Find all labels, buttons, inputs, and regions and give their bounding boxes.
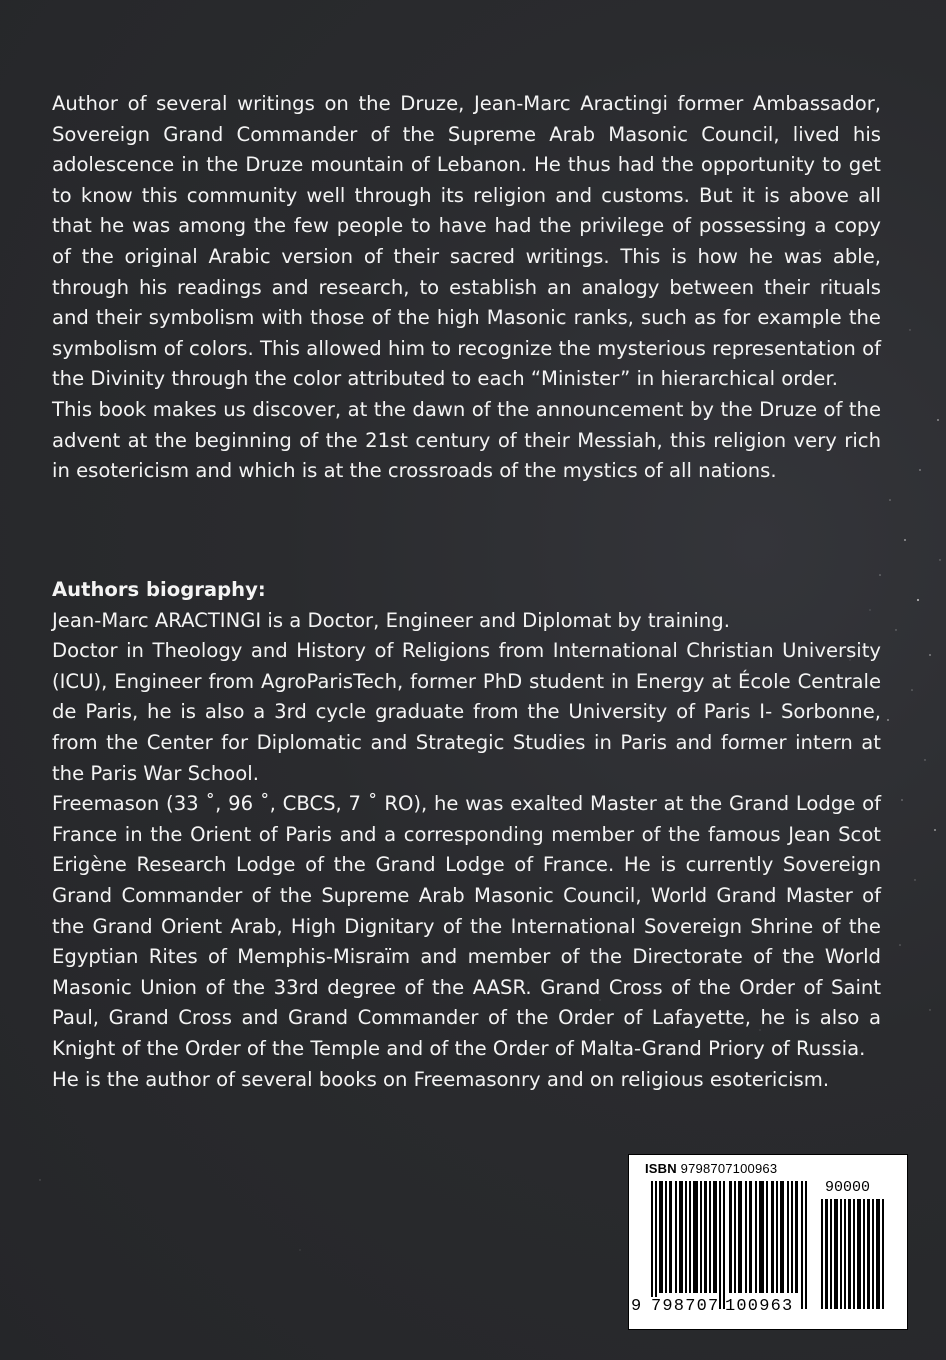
- isbn-number: 9798707100963: [680, 1161, 778, 1176]
- biography-paragraph: He is the author of several books on Freemasonry and on religious esotericism.: [52, 1067, 830, 1091]
- barcode-digits-left: 798707: [651, 1297, 720, 1316]
- barcode-bars: [641, 1181, 813, 1309]
- biography-paragraph: Freemason (33 ˚, 96 ˚, CBCS, 7 ˚ RO), he was exalted Master at the Grand Lodge of France in the Orient of Paris and a corresponding member of the famous Jean Scot Erigène Research Lodge of the Grand Lodge of France. He is currently Sovereign Grand Commander of the Supreme Arab Masonic Council, World Grand Master of the Grand Orient Arab, High Dignitary of the International Sovereign Shrine of the Egyptian Rites of Memphis-Misraïm and member of the Directorate of the World Masonic Union of the 33rd degree of the AASR. Grand Cross of the Order of Saint Paul, Grand Cross and Grand Commander of the Order of Lafayette, he is also a Knight of the Order of the Temple and of the Order of Malta-Grand Priory of Russia.: [52, 792, 881, 1060]
- author-biography: [52, 575, 881, 1095]
- isbn-label: [645, 1161, 777, 1176]
- description-paragraph: Author of several writings on the Druze, Jean-Marc Aractingi former Ambassador, Sovereign Grand Commander of the Supreme Arab Masonic Council, lived his adolescence in the Druze mountain of Lebanon. He thus had the opportunity to get to know this community well through its religion and customs. But it is above all that he was among the few people to have had the privilege of possessing a copy of the original Arabic version of their sacred writings. This is how he was able, through his readings and research, to establish an analogy between their rituals and their symbolism with those of the high Masonic ranks, such as for example the symbolism of colors. This allowed him to recognize the mysterious representation of the Divinity through the color attributed to each “Minister” in hierarchical order.: [52, 92, 881, 391]
- price-code: 90000: [825, 1179, 871, 1196]
- description-paragraph: This book makes us discover, at the dawn of the announcement by the Druze of the advent at the beginning of the 21st century of their Messiah, this religion very rich in esotericism and which is at the crossroads of the mystics of all nations.: [52, 397, 881, 483]
- biography-paragraph: Doctor in Theology and History of Religions from International Christian University (ICU), Engineer from AgroParisTech, former PhD student in Energy at École Centrale de Paris, he is also a 3rd cycle graduate from the University of Paris I- Sorbonne, from the Center for Diplomatic and Strategic Studies in Paris and former intern at the Paris War School.: [52, 639, 881, 785]
- barcode-first-digit: 9: [631, 1297, 642, 1316]
- isbn-word: ISBN: [645, 1161, 677, 1176]
- biography-paragraph: Jean-Marc ARACTINGI is a Doctor, Engineer and Diplomat by training.: [52, 608, 730, 632]
- isbn-barcode: [628, 1154, 908, 1330]
- barcode-digits-right: 100963: [725, 1297, 794, 1316]
- biography-heading: Authors biography:: [52, 578, 266, 601]
- book-description: [52, 89, 881, 487]
- addon-barcode-bars: [821, 1199, 885, 1309]
